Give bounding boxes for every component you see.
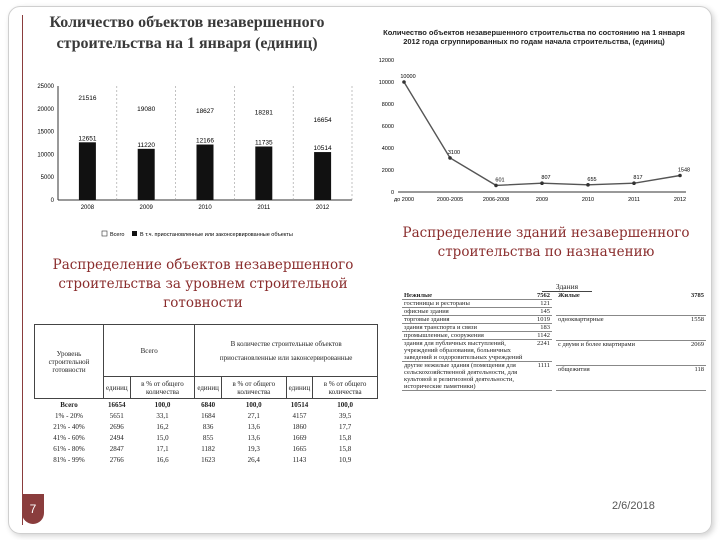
line-point [494, 184, 498, 188]
bar-x-tick-label: 2012 [315, 205, 330, 211]
readiness-row-value: 1182 [201, 444, 215, 453]
readiness-table-row [35, 399, 378, 411]
readiness-row-value: 39,5 [338, 411, 352, 420]
readiness-row-label: 61% - 80% [53, 444, 85, 453]
buildings-residential-row [556, 315, 706, 340]
buildings-nonresidential-row [402, 332, 552, 340]
readiness-row-value: 27,1 [247, 411, 260, 420]
bar-x-tick-label: 2011 [257, 205, 271, 211]
buildings-residential-row [556, 365, 706, 390]
line-point-label: 807 [541, 175, 551, 182]
readiness-row-value: 100,0 [245, 400, 262, 409]
bar-total-label: 18281 [254, 109, 273, 117]
line-x-tick-label: 2011 [628, 197, 640, 203]
legend-suspended-label: В т.ч. приостановленные или законсервированные объекты [140, 232, 293, 238]
buildings-residential-value: 3785 [680, 292, 706, 315]
readiness-row-value: 15,8 [338, 433, 352, 442]
bar-suspended-label: 11220 [137, 141, 155, 149]
line-x-tick-label: до 2000 [393, 197, 415, 203]
readiness-row-label: 21% - 40% [53, 422, 85, 431]
buildings-nonresidential-value: 1019 [537, 316, 550, 323]
readiness-row-value: 855 [202, 433, 214, 442]
line-x-tick-label: 2000-2005 [436, 197, 464, 203]
bar-total-label: 21516 [78, 94, 97, 102]
bar-y-tick-label: 10000 [37, 152, 54, 159]
readiness-row-value: 2766 [109, 455, 124, 464]
line-y-tick-label: 2000 [381, 168, 394, 174]
title-readiness: Распределение объектов незавершенного строительства за уровнем строительной готовности [52, 257, 354, 311]
bar-suspended-label: 12166 [195, 137, 215, 145]
line-point [448, 156, 452, 160]
slide-date: 2/6/2018 [612, 500, 655, 512]
readiness-table-row [35, 421, 378, 432]
bar-suspended-label: 10514 [313, 145, 332, 153]
line-point [632, 181, 636, 185]
buildings-nonresidential-label: другие нежилые здания (помещения для сельскохозяйственной деятельности, для культовой и религиозной деятельности, исторические памятники) [402, 362, 535, 391]
buildings-nonresidential-label: здания для публичных выступлений, учреждений образования, больничных заведений и оздоровительных учреждений [402, 340, 535, 362]
buildings-nonresidential-label: здания транспорта и связи [402, 324, 535, 332]
bar-y-tick-label: 25000 [37, 84, 54, 90]
readiness-row-label: 41% - 60% [53, 433, 85, 442]
line-x-tick-label: 2012 [673, 197, 687, 203]
line-y-tick-label: 0 [390, 190, 394, 196]
readiness-subheader-units: единиц [104, 377, 131, 399]
bar-suspended-label: 11735 [255, 139, 273, 147]
line-point-label: 655 [587, 176, 597, 183]
readiness-row-value: 26,4 [247, 455, 260, 464]
readiness-row-value: 1860 [292, 422, 307, 431]
buildings-residential-label: одноквартирные [556, 315, 680, 340]
bar-y-tick-label: 15000 [37, 129, 54, 136]
readiness-header-in-count: В количестве строительные объектов [230, 339, 342, 348]
buildings-nonresidential-table [402, 292, 552, 391]
bar-suspended [197, 145, 214, 200]
readiness-row-value: 5651 [109, 411, 124, 420]
title-buildings-purpose: Распределение зданий незавершенного строительства по назначению [402, 225, 690, 260]
buildings-residential-table [556, 292, 706, 391]
line-point-label: 601 [495, 177, 505, 184]
readiness-row-value: 4157 [292, 411, 307, 420]
readiness-row-value: 15,8 [338, 444, 352, 453]
buildings-nonresidential-label: гостиницы и рестораны [402, 300, 535, 308]
buildings-nonresidential-value: 2241 [535, 340, 552, 362]
readiness-row-value: 2696 [109, 422, 124, 431]
readiness-row-value: 13,6 [247, 433, 260, 442]
readiness-row-value: 16,2 [156, 422, 169, 431]
line-chart-panel [362, 26, 700, 204]
buildings-nonresidential-label: торговые здания [402, 316, 535, 324]
readiness-table-row [35, 443, 378, 454]
page-number: 7 [22, 494, 44, 524]
readiness-row-value: 6840 [201, 400, 216, 409]
readiness-row-value: 17,7 [338, 422, 352, 431]
buildings-nonresidential-value: 145 [535, 308, 552, 316]
bar-suspended [255, 146, 272, 200]
line-chart-title: Количество объектов незавершенного строительства по состоянию на 1 января 2012 года сгруппированных по годам начала строительства, (единиц) [383, 28, 685, 46]
readiness-subheader-pct: в % от общего количества [130, 377, 195, 399]
buildings-nonresidential-row [402, 340, 552, 362]
line-series [404, 82, 680, 185]
readiness-subheader-units: единиц [195, 377, 222, 399]
buildings-nonresidential-value: 121 [535, 300, 552, 308]
readiness-row-value: 100,0 [337, 400, 353, 409]
title-object-count: Количество объектов незавершенного строительства на 1 января (единиц) [49, 14, 325, 52]
bar-x-tick-label: 2008 [80, 205, 95, 211]
line-point-label: 1548 [677, 167, 691, 174]
readiness-subheader-pct: в % от общего количества [221, 377, 286, 399]
readiness-row-value: 1684 [201, 411, 216, 420]
readiness-row-value: 836 [202, 422, 214, 431]
readiness-subheader-pct: в % от общего количества [313, 377, 378, 399]
readiness-header-group: Уровень строительной готовности [35, 325, 104, 399]
readiness-row-value: 16654 [108, 400, 126, 409]
readiness-header-in-count-cell [195, 325, 378, 377]
line-x-tick-label: 2009 [535, 197, 549, 203]
line-point-label: 10000 [400, 74, 416, 80]
readiness-row-value: 1143 [292, 455, 307, 464]
readiness-header-total: Всего [104, 325, 195, 377]
readiness-row-label: 1% - 20% [55, 411, 83, 420]
readiness-table-row [35, 410, 378, 421]
readiness-row-value: 1623 [201, 455, 216, 464]
readiness-row-value: 2847 [109, 444, 124, 453]
line-point-label: 817 [633, 175, 643, 182]
line-y-tick-label: 8000 [381, 102, 394, 108]
readiness-row-value: 16,6 [156, 455, 169, 464]
bar-suspended [138, 149, 155, 200]
bar-y-tick-label: 5000 [40, 175, 54, 182]
readiness-header-suspended: приостановленные или законсервированные [219, 353, 353, 362]
line-point [402, 80, 406, 84]
bar-y-tick-label: 20000 [37, 106, 54, 113]
bar-total-label: 18627 [195, 108, 215, 116]
line-x-tick-label: 2006-2008 [482, 197, 510, 203]
line-y-tick-label: 12000 [378, 58, 394, 64]
line-y-tick-label: 10000 [378, 80, 394, 86]
buildings-nonresidential-label: промышленные, сооружения [402, 332, 535, 340]
buildings-residential-value: 2069 [680, 340, 706, 365]
readiness-row-label: 81% - 99% [53, 455, 85, 464]
readiness-row-value: 2494 [109, 433, 124, 442]
line-chart [362, 54, 700, 204]
buildings-nonresidential-row [402, 300, 552, 308]
bar-total-label: 19080 [137, 105, 156, 113]
readiness-row-value: 19,3 [247, 444, 260, 453]
bar-suspended-label: 12651 [78, 135, 97, 143]
legend-total-label: Всего [110, 232, 125, 238]
bar-chart-panel [24, 76, 362, 246]
buildings-nonresidential-value: 1111 [535, 362, 552, 391]
bar-suspended [314, 152, 331, 200]
buildings-table-header: Здания [542, 282, 592, 292]
readiness-row-value: 1665 [292, 444, 307, 453]
buildings-nonresidential-row [402, 316, 552, 324]
readiness-row-value: 1669 [292, 433, 307, 442]
buildings-residential-label: Жилые [556, 292, 680, 315]
buildings-table-panel [402, 282, 706, 462]
buildings-nonresidential-value: 7562 [537, 292, 550, 299]
buildings-residential-row [556, 292, 706, 315]
bar-x-tick-label: 2010 [198, 205, 212, 211]
readiness-table-row [35, 454, 378, 465]
bar-y-tick-label: 0 [50, 198, 54, 204]
buildings-nonresidential-value: 1142 [535, 332, 552, 340]
buildings-residential-value: 1558 [680, 315, 706, 340]
readiness-row-value: 33,1 [156, 411, 169, 420]
line-point [678, 174, 682, 178]
bar-suspended [79, 142, 96, 200]
bar-total-label: 16654 [313, 117, 332, 125]
line-y-tick-label: 6000 [381, 124, 394, 130]
buildings-nonresidential-row [402, 292, 552, 300]
slide-accent-line [22, 15, 23, 525]
buildings-nonresidential-label: офисные здания [402, 308, 535, 316]
line-x-tick-label: 2010 [581, 197, 595, 203]
readiness-row-value: 10,9 [338, 455, 352, 464]
legend-suspended-swatch [132, 231, 137, 236]
readiness-row-value: 13,6 [247, 422, 260, 431]
buildings-nonresidential-row [402, 324, 552, 332]
buildings-nonresidential-row [402, 308, 552, 316]
buildings-nonresidential-row [402, 362, 552, 391]
buildings-residential-value: 118 [680, 365, 706, 390]
bar-chart [24, 76, 362, 246]
line-point [586, 183, 590, 187]
readiness-row-label: Всего [60, 400, 78, 409]
buildings-nonresidential-value: 183 [535, 324, 552, 332]
line-point-label: 3100 [447, 149, 461, 156]
readiness-table-panel [34, 322, 380, 470]
buildings-residential-row [556, 340, 706, 365]
bar-x-tick-label: 2009 [139, 205, 153, 211]
buildings-nonresidential-label: Нежилые [402, 292, 535, 300]
readiness-row-value: 10514 [290, 400, 309, 409]
buildings-residential-label: с двумя и более квартирами [556, 340, 680, 365]
legend-total-swatch [102, 231, 107, 236]
readiness-row-value: 15,0 [156, 433, 169, 442]
buildings-residential-label: общежития [556, 365, 680, 390]
line-y-tick-label: 4000 [381, 146, 394, 152]
readiness-row-value: 17,1 [156, 444, 169, 453]
readiness-subheader-units: единиц [286, 377, 313, 399]
readiness-table-row [35, 432, 378, 443]
line-point [540, 181, 544, 185]
readiness-row-value: 100,0 [154, 400, 171, 409]
